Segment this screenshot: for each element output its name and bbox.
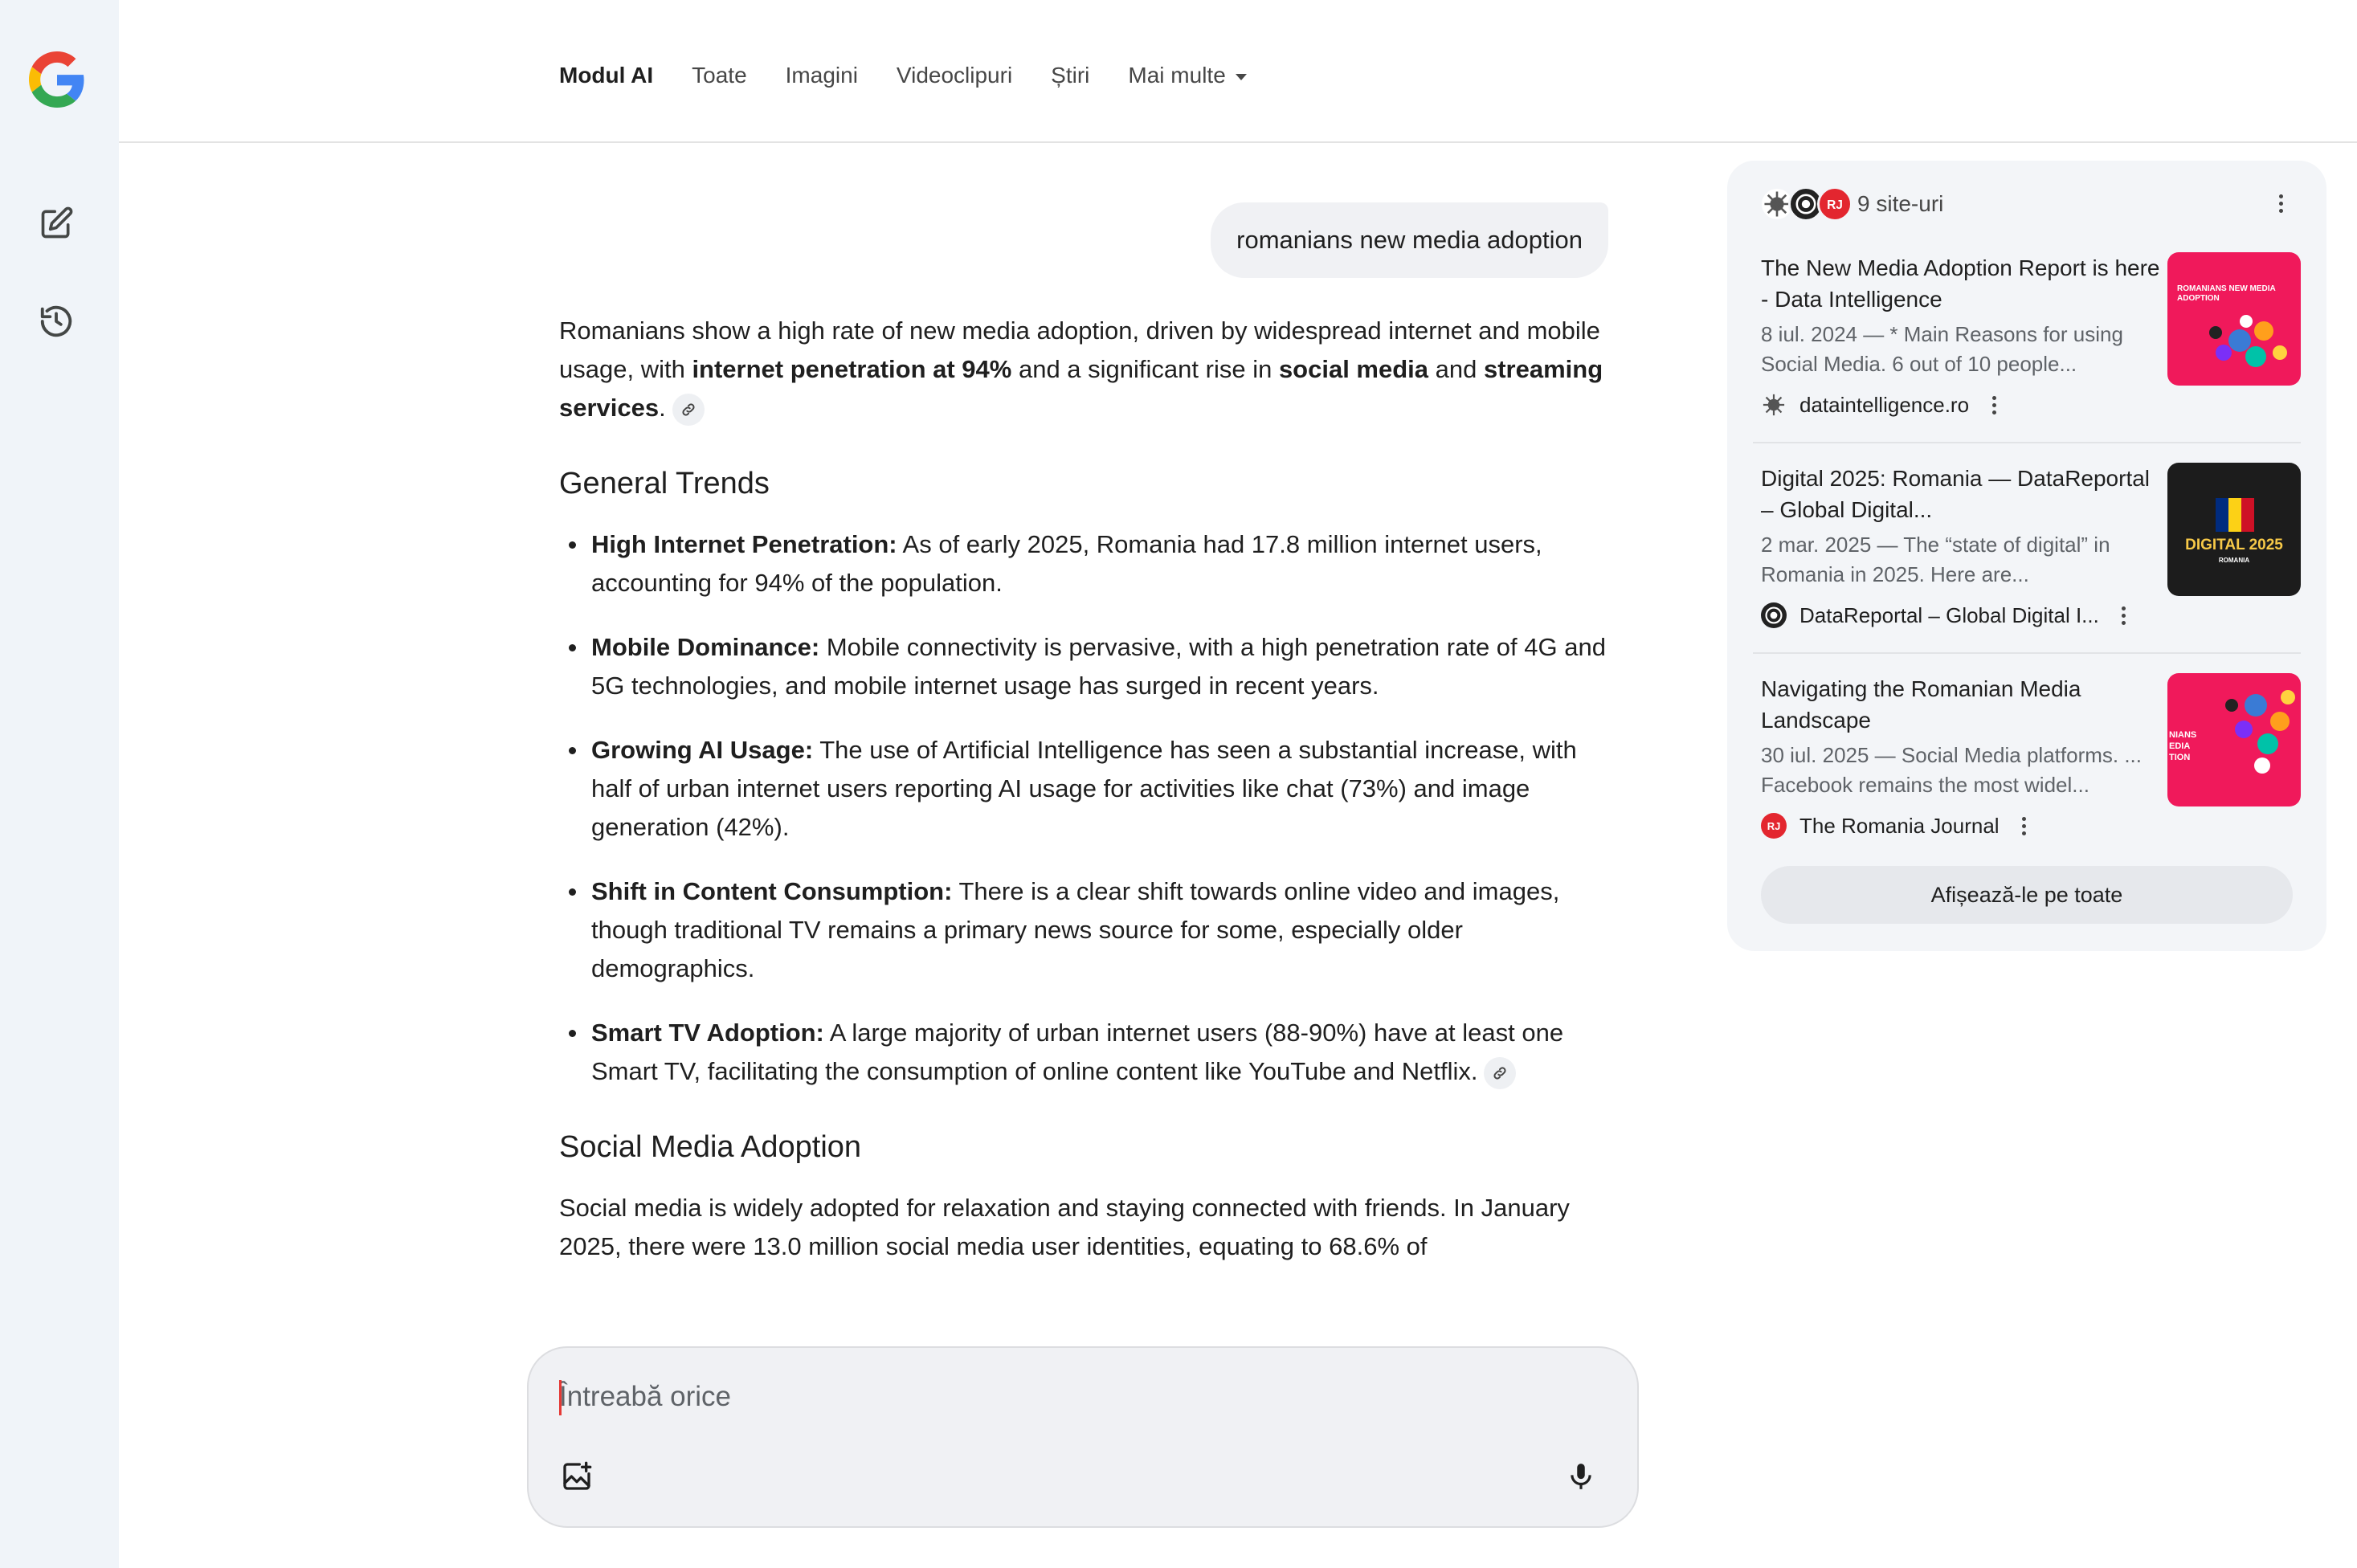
section-title-social-media: Social Media Adoption [559,1130,862,1164]
source-site-name: The Romania Journal [1799,813,2000,838]
ask-input-box[interactable] [527,1346,1639,1528]
tab-news[interactable]: Știri [1051,63,1090,88]
source-thumbnail[interactable] [2167,463,2301,596]
tab-ai-mode[interactable]: Modul AI [559,63,654,88]
list-item: Smart TV Adoption: A large majority of urban internet users (88-90%) have at least one Smart TV, facilitating the consumption of online content like YouTube and Netflix. [591,1014,1608,1091]
add-image-button[interactable] [556,1456,598,1497]
source-link-button[interactable] [1484,1057,1516,1089]
source-title[interactable]: Navigating the Romanian Media Landscape [1761,676,2081,733]
user-query-bubble: romanians new media adoption [1211,202,1608,278]
ask-input[interactable] [559,1377,1443,1417]
divider [1753,442,2301,443]
thumbnail-caption: NIANS EDIA TION [2169,730,2197,762]
thumbnail-image [2167,252,2301,386]
source-snippet: 8 iul. 2024 — * Main Reasons for using Social Media. 6 out of 10 people... [1761,322,2123,376]
list-item: Mobile Dominance: Mobile connectivity is pervasive, with a high penetration rate of 4G and 5G technologies, and mobile internet usage has surged in recent years. [591,628,1608,705]
source-site[interactable] [1761,392,2006,418]
show-all-sources-button[interactable]: Afișează-le pe toate [1761,866,2293,924]
tab-more[interactable] [1128,63,1246,88]
source-snippet: 30 iul. 2025 — Social Media platforms. ... Facebook remains the most widel... [1761,743,2143,797]
romania-journal-favicon-icon [1761,813,1787,839]
history-button[interactable] [32,297,80,345]
source-thumbnail[interactable] [2167,252,2301,386]
list-item: High Internet Penetration: As of early 2025, Romania had 17.8 million internet users, accounting for 94% of the population. [591,525,1608,602]
source-card[interactable] [1753,252,2301,443]
svg-text:RJ: RJ [1827,198,1843,213]
source-site[interactable] [1761,813,2036,839]
trends-list [559,525,1608,1091]
source-site[interactable] [1761,602,2136,628]
section-title-general-trends: General Trends [559,467,770,500]
thumbnail-caption: ROMANIANS NEW MEDIA ADOPTION [2177,284,2276,303]
text-cursor [559,1380,562,1415]
edit-icon [39,206,74,241]
source-thumbnail[interactable] [2167,673,2301,806]
link-icon [680,402,696,418]
top-bar [119,0,2357,143]
scroll-fade [119,1317,2357,1346]
source-snippet: 2 mar. 2025 — The “state of digital” in Romania in 2025. Here are... [1761,533,2110,586]
tab-more-label: Mai multe [1128,63,1226,88]
sources-count: 9 site-uri [1857,191,1944,216]
source-more-button[interactable] [2112,603,2136,627]
thumbnail-subcaption: ROMANIA [2218,557,2250,564]
link-icon [1492,1065,1508,1081]
source-site-name: dataintelligence.ro [1799,392,1970,417]
favicon-stack [1759,186,1853,222]
svg-text:RJ: RJ [1767,820,1781,832]
source-title[interactable]: The New Media Adoption Report is here - Data Intelligence [1761,255,2160,312]
source-more-button[interactable] [1982,393,2006,417]
answer-intro: Romanians show a high rate of new media adoption, driven by widespread internet and mobile usage, with internet penetration at 94% and a significant rise in social media and streaming services. [559,312,1608,427]
tab-all[interactable]: Toate [692,63,747,88]
list-item: Shift in Content Consumption: There is a clear shift towards online video and images, though traditional TV remains a primary news source for some, especially older demographics. [591,872,1608,988]
source-card[interactable] [1753,463,2301,654]
ai-answer [559,312,1608,1266]
sources-more-button[interactable] [2269,191,2293,215]
thumbnail-caption: DIGITAL 2025 [2185,537,2283,553]
tab-videos[interactable]: Videoclipuri [896,63,1013,88]
dataintelligence-favicon-icon [1761,392,1787,418]
thumbnail-image [2167,673,2301,806]
sources-header[interactable] [1759,186,1943,222]
source-card[interactable] [1753,673,2301,838]
divider [1753,652,2301,654]
romania-journal-favicon-icon [1817,186,1853,222]
datareportal-favicon-icon [1761,602,1787,628]
google-logo-icon[interactable] [29,51,85,108]
source-title[interactable]: Digital 2025: Romania — DataReportal – Global Digital... [1761,466,2151,522]
source-site-name: DataReportal – Global Digital I... [1799,602,2099,627]
source-link-button[interactable] [672,394,705,426]
sources-panel [1727,161,2326,951]
social-media-paragraph: Social media is widely adopted for relaxation and staying connected with friends. In January 2025, there were 13.0 million social media user identities, equating to 68.6% of [559,1194,1570,1260]
voice-search-button[interactable] [1560,1456,1602,1497]
thumbnail-image [2167,463,2301,596]
list-item: Growing AI Usage: The use of Artificial Intelligence has seen a substantial increase, with half of urban internet users reporting AI usage for activities like chat (73%) and image generation (42%). [591,731,1608,847]
source-more-button[interactable] [2012,814,2036,838]
tab-images[interactable]: Imagini [785,63,858,88]
new-chat-button[interactable] [32,199,80,247]
history-icon [38,303,75,340]
left-rail [0,0,119,1568]
microphone-icon [1566,1460,1596,1492]
add-image-icon [561,1460,593,1492]
caret-down-icon [1236,74,1247,80]
search-tabs [559,63,1247,88]
